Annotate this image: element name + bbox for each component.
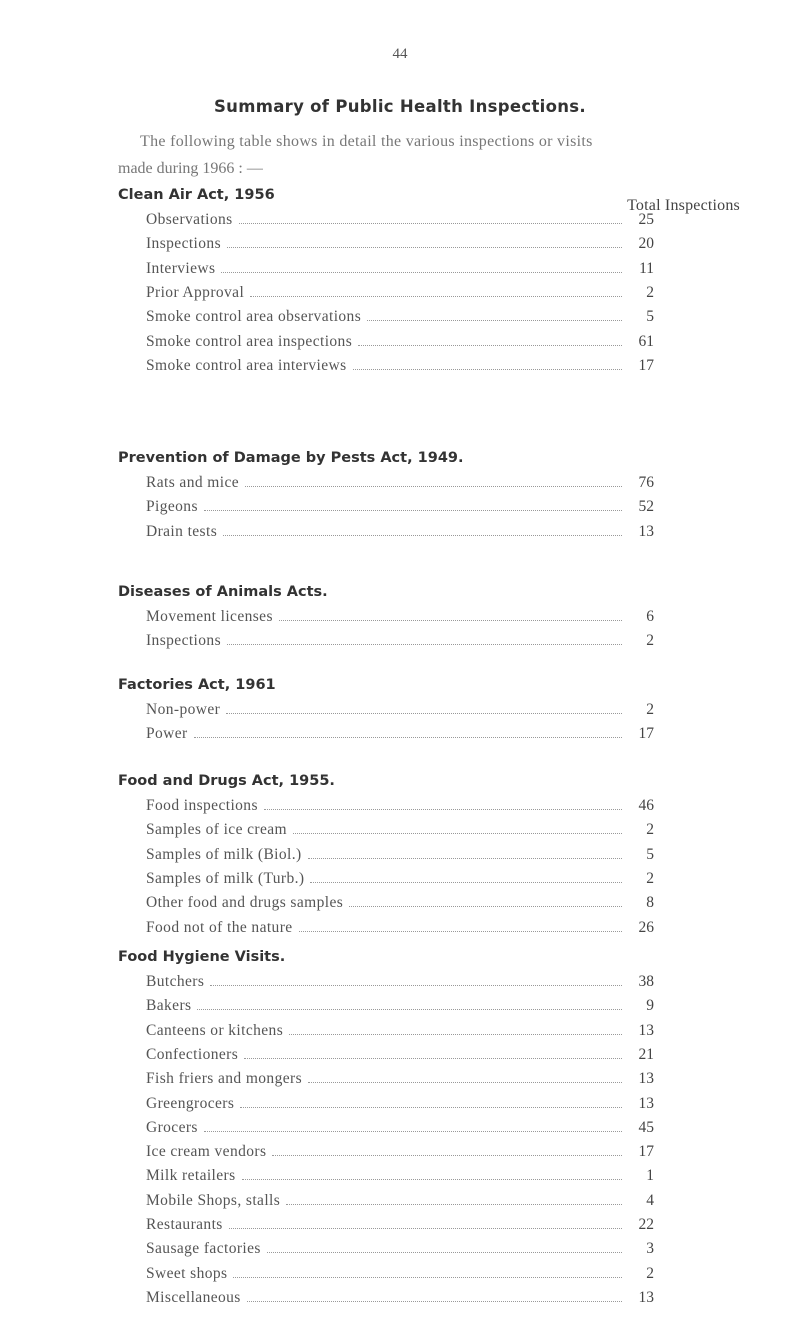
dot-leader (308, 858, 622, 859)
dot-leader (194, 737, 622, 738)
row-label: Rats and mice (146, 474, 240, 491)
table-row (146, 1070, 654, 1094)
row-value: 46 (638, 797, 654, 814)
row-value: 4 (646, 1191, 654, 1209)
row-value: 17 (638, 356, 654, 374)
table-row (146, 211, 654, 235)
dot-leader (358, 345, 622, 346)
dot-leader (250, 296, 622, 297)
row-label: Milk retailers (146, 1167, 236, 1185)
dot-leader (310, 882, 622, 883)
table-row (146, 260, 654, 284)
row-value: 61 (638, 332, 654, 350)
row-value: 45 (638, 1118, 654, 1136)
table-row (146, 1167, 654, 1191)
table-row (146, 919, 654, 943)
dot-leader (204, 1131, 622, 1132)
row-value: 5 (646, 845, 654, 863)
row-value: 2 (646, 869, 654, 887)
table-row (146, 1192, 654, 1216)
row-label: Sweet shops (146, 1264, 228, 1282)
dot-leader (204, 510, 622, 511)
row-label: Restaurants (146, 1216, 223, 1233)
table-row (146, 846, 654, 870)
table-row (146, 1046, 654, 1070)
row-value: 21 (638, 1045, 654, 1063)
dot-leader (279, 620, 622, 621)
row-value: 2 (646, 632, 654, 650)
row-value: 25 (638, 211, 654, 228)
intro-line-1: The following table shows in detail the various inspections or visits (140, 133, 593, 150)
row-label: Mobile Shops, stalls (146, 1191, 281, 1209)
row-value: 2 (646, 283, 654, 301)
row-value: 3 (646, 1240, 654, 1258)
row-label: Confectioners (146, 1045, 239, 1063)
table-row (146, 701, 654, 725)
row-value: 20 (638, 235, 654, 253)
dot-leader (349, 906, 622, 907)
section-heading: Food and Drugs Act, 1955. (118, 773, 335, 789)
dot-leader (367, 320, 622, 321)
dot-leader (264, 809, 622, 810)
table-row (146, 870, 654, 894)
table-row (146, 523, 654, 547)
row-label: Non-power (146, 701, 221, 718)
row-value: 17 (638, 1143, 654, 1161)
row-label: Inspections (146, 632, 221, 650)
row-value: 2 (646, 1264, 654, 1282)
dot-leader (293, 833, 622, 834)
row-label: Greengrocers (146, 1094, 235, 1112)
section-heading: Prevention of Damage by Pests Act, 1949. (118, 450, 464, 466)
row-value: 13 (638, 1288, 654, 1306)
table-row (146, 284, 654, 308)
dot-leader (229, 1228, 622, 1229)
table-row (146, 1240, 654, 1264)
table-row (146, 1095, 654, 1119)
intro-paragraph (118, 128, 738, 182)
row-label: Drain tests (146, 522, 218, 540)
row-label: Grocers (146, 1118, 198, 1136)
row-label: Canteens or kitchens (146, 1021, 284, 1039)
table-row (146, 725, 654, 749)
dot-leader (308, 1082, 622, 1083)
table-row (146, 1143, 654, 1167)
table-row (146, 474, 654, 498)
row-value: 22 (638, 1216, 654, 1233)
row-value: 76 (638, 474, 654, 491)
table-row (146, 1216, 654, 1240)
intro-line-2: made during 1966 : — (118, 160, 263, 177)
dot-leader (221, 272, 622, 273)
row-label: Other food and drugs samples (146, 894, 344, 912)
row-value: 6 (646, 608, 654, 625)
row-value: 9 (646, 997, 654, 1015)
dot-leader (223, 535, 622, 536)
table-row (146, 608, 654, 632)
row-label: Sausage factories (146, 1240, 261, 1258)
row-value: 1 (646, 1167, 654, 1185)
row-value: 2 (646, 701, 654, 718)
row-label: Samples of milk (Biol.) (146, 845, 302, 863)
row-label: Miscellaneous (146, 1288, 241, 1306)
dot-leader (233, 1277, 622, 1278)
row-value: 38 (638, 973, 654, 990)
dot-leader (299, 931, 622, 932)
dot-leader (272, 1155, 622, 1156)
table-row (146, 973, 654, 997)
table-row (146, 997, 654, 1021)
row-value: 13 (638, 522, 654, 540)
row-label: Inspections (146, 235, 221, 253)
table-row (146, 357, 654, 381)
dot-leader (286, 1204, 622, 1205)
section-heading: Food Hygiene Visits. (118, 949, 286, 965)
row-label: Samples of milk (Turb.) (146, 869, 305, 887)
section-heading: Diseases of Animals Acts. (118, 584, 328, 600)
table-row (146, 797, 654, 821)
table-row (146, 821, 654, 845)
row-label: Power (146, 725, 188, 743)
row-label: Fish friers and mongers (146, 1070, 302, 1088)
page-number: 44 (392, 46, 408, 62)
row-value: 5 (646, 308, 654, 326)
dot-leader (227, 644, 622, 645)
row-value: 13 (638, 1021, 654, 1039)
table-row (146, 1119, 654, 1143)
section-heading: Clean Air Act, 1956 (118, 187, 275, 203)
table-row (146, 1289, 654, 1313)
table-row (146, 894, 654, 918)
column-header-total-inspections: Total Inspections (627, 197, 740, 214)
page-title: Summary of Public Health Inspections. (213, 97, 586, 116)
row-label: Smoke control area observations (146, 308, 362, 326)
row-value: 52 (638, 498, 654, 516)
row-label: Bakers (146, 997, 192, 1015)
dot-leader (197, 1009, 622, 1010)
dot-leader (239, 223, 622, 224)
row-label: Butchers (146, 973, 205, 990)
dot-leader (353, 369, 622, 370)
table-row (146, 1265, 654, 1289)
row-label: Pigeons (146, 498, 198, 516)
table-row (146, 333, 654, 357)
table-row (146, 308, 654, 332)
section-heading: Factories Act, 1961 (118, 677, 276, 693)
dot-leader (227, 247, 622, 248)
row-label: Food inspections (146, 797, 258, 814)
row-value: 2 (646, 821, 654, 839)
dot-leader (244, 1058, 622, 1059)
row-label: Observations (146, 211, 233, 228)
row-label: Prior Approval (146, 283, 245, 301)
row-label: Food not of the nature (146, 918, 293, 936)
dot-leader (267, 1252, 622, 1253)
table-row (146, 632, 654, 656)
dot-leader (245, 486, 622, 487)
table-row (146, 498, 654, 522)
row-value: 17 (638, 725, 654, 743)
dot-leader (226, 713, 622, 714)
row-value: 13 (638, 1070, 654, 1088)
row-label: Samples of ice cream (146, 821, 287, 839)
row-value: 8 (646, 894, 654, 912)
row-label: Smoke control area inspections (146, 332, 353, 350)
dot-leader (247, 1301, 622, 1302)
row-label: Smoke control area interviews (146, 356, 347, 374)
table-row (146, 1022, 654, 1046)
row-value: 26 (638, 918, 654, 936)
row-label: Ice cream vendors (146, 1143, 267, 1161)
row-value: 11 (639, 259, 654, 277)
dot-leader (289, 1034, 622, 1035)
row-label: Movement licenses (146, 608, 273, 625)
dot-leader (210, 985, 622, 986)
dot-leader (242, 1179, 622, 1180)
row-label: Interviews (146, 259, 216, 277)
table-row (146, 235, 654, 259)
row-value: 13 (638, 1094, 654, 1112)
dot-leader (240, 1107, 622, 1108)
